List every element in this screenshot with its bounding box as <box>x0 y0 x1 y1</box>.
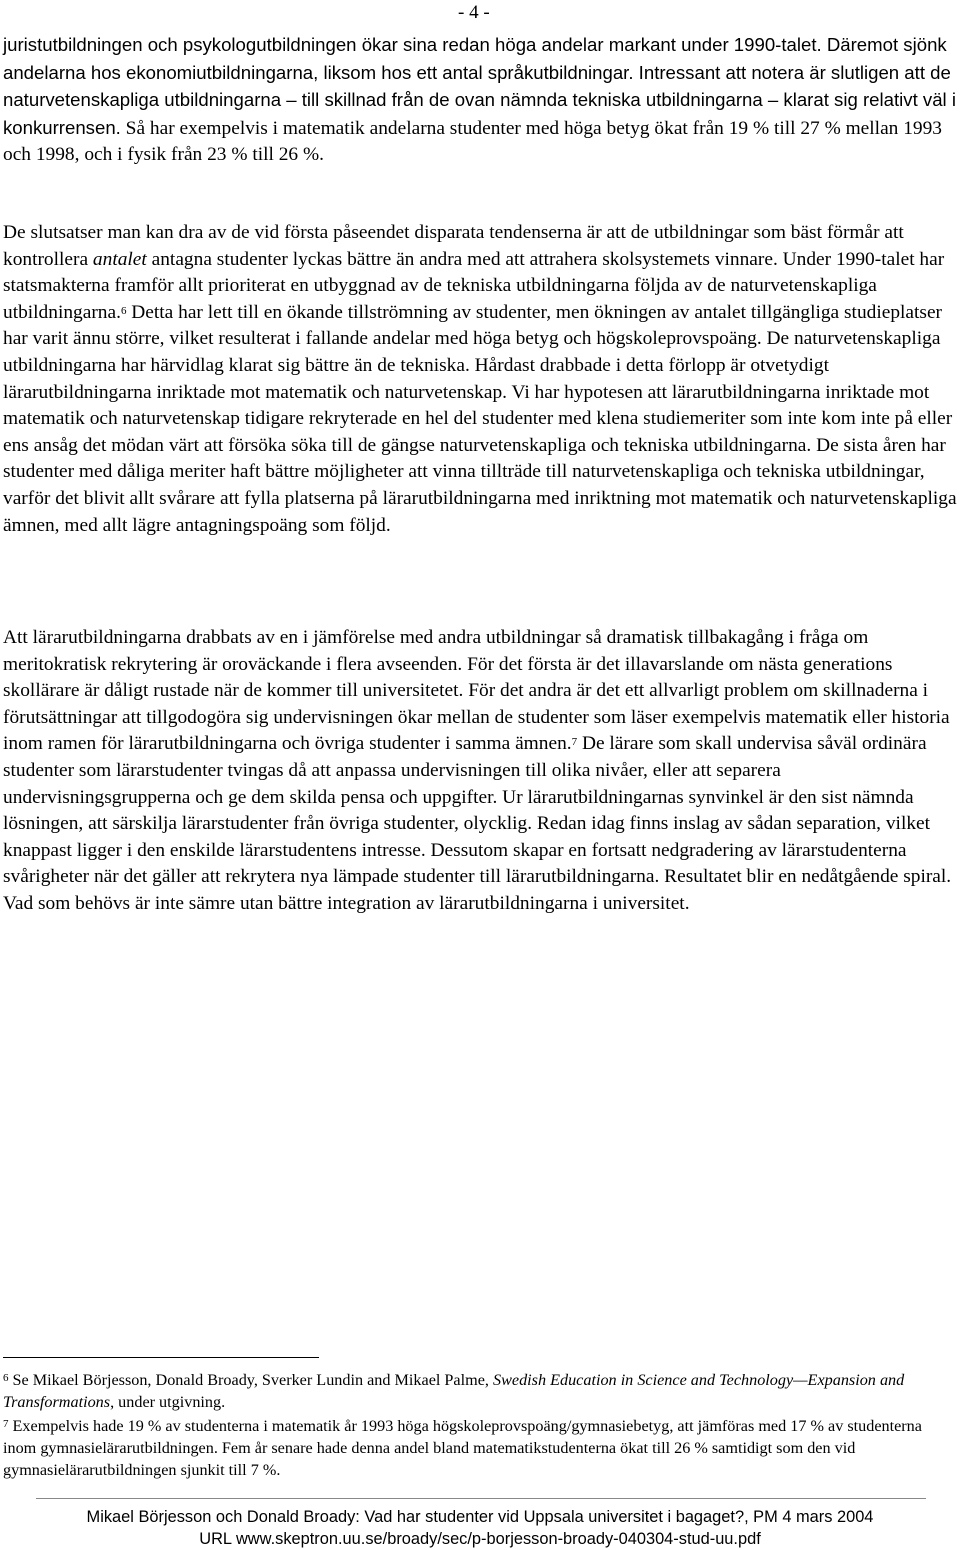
footnote-ref-6[interactable]: 6 <box>120 304 127 317</box>
footnote-6-text-b: , under utgivning. <box>110 1393 226 1411</box>
footnote-7-number: 7 <box>3 1418 9 1430</box>
paragraph-3 <box>3 625 959 918</box>
footnote-ref-7[interactable]: 7 <box>571 736 578 749</box>
footnote-7 <box>3 1415 953 1481</box>
paragraph-2-text-b: antagna studenter lyckas bättre än andra med att attrahera skolsystemets vinnare. Under 1990-talet har statsmakterna framför allt prioriterat en utbyggnad av de tekniska utbildningarna följda av de naturvetenskapliga utbildningarna. <box>3 248 945 323</box>
footnote-6 <box>3 1369 953 1413</box>
footnote-6-text-a: Se Mikael Börjesson, Donald Broady, Sverker Lundin and Mikael Palme, <box>8 1371 493 1389</box>
footer-separator <box>36 1498 926 1499</box>
paragraph-3-text-a: Att lärarutbildningarna drabbats av en i jämförelse med andra utbildningar så dramatisk tillbakagång i fråga om meritokratisk rekrytering är oroväckande i flera avseenden. För det första är det illavarslande om nästa generations skollärare är dåligt rustade när de kommer till universitetet. För det andra är det ett allvarligt problem om skillnaderna i förutsättningar att tillgodogöra sig undervisningen ökar mellan de studenter som läser exempelvis matematik eller historia inom ramen för lärarutbildningarna och övriga studenter i samma ämnen. <box>3 627 950 755</box>
footer-url[interactable]: URL www.skeptron.uu.se/broady/sec/p-borjesson-broady-040304-stud-uu.pdf <box>199 1530 761 1548</box>
paragraph-2 <box>3 220 959 539</box>
paragraph-1-text-a: juristutbildningen och psykologutbildningen ökar sina redan höga andelar markant under 1990-talet. Däremot sjönk andelarna hos ekonomiutbildningarna, liksom hos ett antal språkutbildningar. Intressant att notera är slutligen att de naturvetenskapliga utbildningarna – till skillnad från de ovan nämnda tekniska utbildningarna – klarat sig relativt väl i konkurrensen. <box>3 34 956 138</box>
footnote-7-text: Exempelvis hade 19 % av studenterna i matematik år 1993 höga högskoleprovspoäng/gymnasiebetyg, att jämföras med 17 % av studenterna inom gymnasielärarutbildningen. Fem år senare hade denna andel bland matematikstudenterna ökat till 26 % samtidigt som den vid gymnasielärarutbildningen sjunkit till 7 %. <box>3 1417 922 1479</box>
footnote-separator <box>3 1357 319 1358</box>
footnote-6-number: 6 <box>3 1372 9 1384</box>
paragraph-2-text-a: De slutsatser man kan dra av de vid första påseendet disparata tendenserna är att de utbildningar som bäst förmår att kontrollera <box>3 222 904 270</box>
page-number: - 4 - <box>458 2 490 23</box>
footnote-6-title: Swedish Education in Science and Technology—Expansion and Transformations <box>3 1371 905 1411</box>
paragraph-2-emphasis: antalet <box>92 248 147 270</box>
paragraph-1 <box>3 32 959 169</box>
paragraph-3-text-b: De lärare som skall undervisa såväl ordinära studenter som lärarstudenter tvingas då att anpassa undervisningen till olika nivåer, eller att separera undervisningsgrupperna och ge dem skilda pensa och uppgifter. Ur lärarutbildningarnas synvinkel är den sist nämnda lösningen, att särskilja lärarstudenter från övriga studenter, olycklig. Redan idag finns inslag av sådan separation, vilket knappast ligger i den enskilde lärarstudentens intresse. Dessutom skapar en fortsatt nedgradering av lärarstudenterna svårigheter när det gäller att rekrytera nya lämpade studenter till lärarutbildningarna. Resultatet blir en nedåtgående spiral. Vad som behövs är inte sämre utan bättre integration av lärarutbildningarna i universitet. <box>3 733 952 914</box>
paragraph-2-text-c: Detta har lett till en ökande tillströmning av studenter, men ökningen av antalet tillgängliga studieplatser har varit ännu större, vilket resulterat i fallande andelar med höga betyg och högskoleprovspoäng. De naturvetenskapliga utbildningarna har härvidlag klarat sig bättre än de tekniska. Hårdast drabbade i detta förlopp är otvetydigt lärarutbildningarna inriktade mot matematik och naturvetenskap. Vi har hypotesen att lärarutbildningarna inriktade mot matematik och naturvetenskap tidigare rekryterade en hel del studenter med klena studiemeriter som inte kom inte på eller ens ansåg det mödan värt att försöka söka till de gängse naturvetenskapliga och tekniska utbildningarna. De sista åren har studenter med dåliga meriter haft bättre möjligheter att vinna tillträde till naturvetenskapliga och tekniska utbildningar, varför det blivit allt svårare att fylla platserna på lärarutbildningarna med inriktning mot matematik och naturvetenskapliga ämnen, med allt lägre antagningspoäng som följd. <box>3 301 957 536</box>
footer-citation: Mikael Börjesson och Donald Broady: Vad har studenter vid Uppsala universitet i bagaget?, PM 4 mars 2004 <box>86 1508 874 1526</box>
paragraph-1-text-b: Så har exempelvis i matematik andelarna studenter med höga betyg ökat från 19 % till 27 % mellan 1993 och 1998, och i fysik från 23 % till 26 %. <box>3 117 942 166</box>
